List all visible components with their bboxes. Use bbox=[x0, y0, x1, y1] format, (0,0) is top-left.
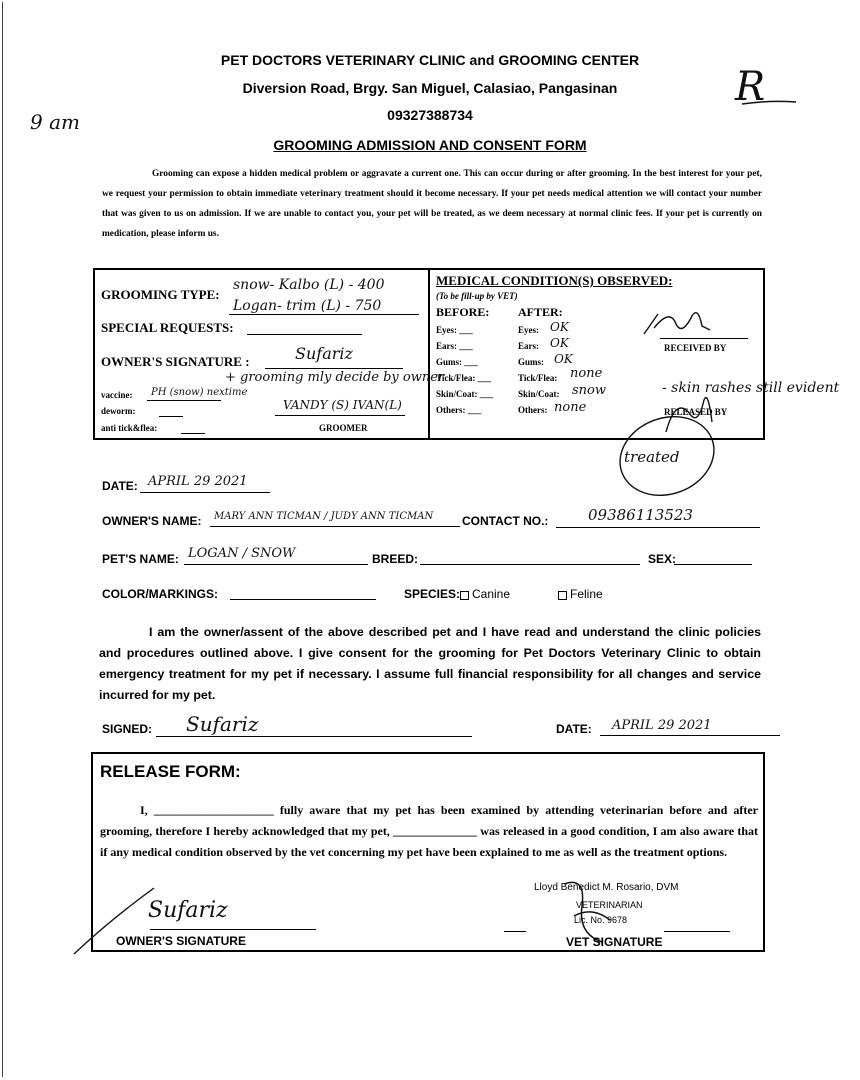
sex-label: SEX: bbox=[648, 552, 677, 566]
grooming-type-line1: snow- Kalbo (L) - 400 bbox=[233, 277, 385, 293]
before-others: Others: ___ bbox=[436, 405, 482, 415]
release-paragraph bbox=[100, 800, 758, 863]
after-gums-value: OK bbox=[554, 352, 573, 366]
before-tick-flea: Tick/Flea: ___ bbox=[436, 373, 492, 383]
owner-name-value: MARY ANN TICMAN / JUDY ANN TICMAN bbox=[214, 511, 434, 522]
color-label: COLOR/MARKINGS: bbox=[102, 587, 218, 601]
owner-signature-line[interactable] bbox=[265, 368, 403, 369]
signed-date-value: APRIL 29 2021 bbox=[612, 718, 712, 733]
medical-subtitle: (To be fill-up by VET) bbox=[436, 291, 518, 301]
margin-time-note: 9 am bbox=[30, 110, 80, 134]
date-label: DATE: bbox=[102, 479, 138, 493]
owner-signature-value: Sufariz bbox=[295, 344, 353, 363]
owner-signature-label: OWNER'S SIGNATURE : bbox=[101, 354, 250, 369]
release-title: RELEASE FORM: bbox=[100, 762, 241, 781]
signed-date-line[interactable] bbox=[600, 735, 780, 736]
anti-tick-label: anti tick&flea: bbox=[101, 423, 158, 433]
breed-line[interactable] bbox=[420, 564, 640, 565]
vet-name: Lloyd Benedict M. Rosario, DVM bbox=[534, 882, 679, 893]
release-text: I, ____________________ fully aware that my pet has been examined by attending veterinarian before and after grooming, therefore I hereby acknowledged that my pet, ______________ was released in a good condition, I am also aware that if any medical condition observed by the vet concerning my pet have been explained to me as well as the treatment options. bbox=[100, 803, 758, 859]
after-gums-label: Gums: bbox=[518, 357, 545, 367]
groomer-value: VANDY (S) IVAN(L) bbox=[283, 398, 402, 412]
pet-name-line[interactable] bbox=[184, 564, 368, 565]
canine-label: Canine bbox=[472, 587, 511, 601]
before-label: BEFORE: bbox=[436, 305, 490, 319]
vaccine-line[interactable] bbox=[147, 400, 221, 401]
signed-value: Sufariz bbox=[186, 712, 259, 736]
medical-title: MEDICAL CONDITION(S) OBSERVED: bbox=[436, 273, 673, 288]
after-others-value: none bbox=[554, 400, 587, 415]
intro-text: Grooming can expose a hidden medical problem or aggravate a current one. This can occur during or after grooming. In the best interest for your pet, we request your permission to obtain immediate veterinary treatment should it become necessary. If your pet needs medical attention we will contact your number that was given to us on admission. If we are unable to contact you, your pet will be treated, as we deem necessary at normal clinic fees. If your pet is currently on medication, please inform us. bbox=[102, 169, 762, 239]
groomer-line[interactable] bbox=[275, 415, 405, 416]
vet-sig-line-right bbox=[664, 931, 730, 932]
consent-paragraph bbox=[99, 622, 761, 706]
released-by-label: RELEASED BY bbox=[664, 407, 728, 417]
clinic-phone: 09327388734 bbox=[387, 107, 473, 123]
consent-text: I am the owner/assent of the above described pet and I have read and understand the clinic policies and procedures outlined above. I give consent for the grooming for Pet Doctors Veterinary Clinic to obtain emergency treatment for my pet if necessary. I assume full financial responsibility for all changes and service incurred for my pet. bbox=[99, 625, 761, 702]
before-eyes: Eyes: ___ bbox=[436, 325, 473, 335]
signed-date-label: DATE: bbox=[556, 722, 592, 736]
owner-signature-stroke bbox=[70, 880, 160, 960]
species-label: SPECIES: bbox=[404, 587, 461, 601]
vet-signature-label: VET SIGNATURE bbox=[566, 935, 663, 949]
after-ears-label: Ears: bbox=[518, 341, 539, 351]
owner-release-signature: Sufariz bbox=[148, 898, 228, 923]
received-signature bbox=[640, 306, 730, 340]
signed-line[interactable] bbox=[156, 736, 472, 737]
after-eyes-label: Eyes: bbox=[518, 325, 539, 335]
treated-note: treated bbox=[624, 448, 680, 466]
color-line[interactable] bbox=[230, 599, 376, 600]
breed-label: BREED: bbox=[372, 552, 419, 566]
vaccine-label: vaccine: bbox=[101, 390, 133, 400]
signed-label: SIGNED: bbox=[102, 722, 153, 736]
before-gums: Gums: ___ bbox=[436, 357, 478, 367]
vet-title: VETERINARIAN bbox=[576, 900, 643, 910]
after-eyes-value: OK bbox=[550, 320, 569, 334]
grooming-type-line bbox=[229, 314, 419, 315]
after-label: AFTER: bbox=[518, 305, 563, 319]
deworm-label: deworm: bbox=[101, 406, 136, 416]
after-others-label: Others: bbox=[518, 405, 548, 415]
canine-checkbox[interactable] bbox=[460, 591, 469, 600]
owner-name-label: OWNER'S NAME: bbox=[102, 514, 202, 528]
feline-label: Feline bbox=[570, 587, 603, 601]
clinic-name: PET DOCTORS VETERINARY CLINIC and GROOMING CENTER bbox=[220, 52, 640, 68]
intro-paragraph bbox=[102, 164, 762, 244]
contact-label: CONTACT NO.: bbox=[462, 514, 549, 528]
feline-checkbox[interactable] bbox=[558, 591, 567, 600]
special-requests-label: SPECIAL REQUESTS: bbox=[101, 320, 234, 335]
clinic-address: Diversion Road, Brgy. San Miguel, Calasiao, Pangasinan bbox=[242, 80, 618, 96]
date-value: APRIL 29 2021 bbox=[148, 474, 248, 489]
vaccine-value: PH (snow) nextime bbox=[151, 387, 248, 398]
contact-line[interactable] bbox=[556, 527, 760, 528]
grooming-box bbox=[93, 268, 445, 440]
margin-initial-note: R bbox=[735, 64, 766, 110]
anti-tick-line[interactable] bbox=[181, 433, 205, 434]
received-by-label: RECEIVED BY bbox=[664, 343, 727, 353]
grooming-type-label: GROOMING TYPE: bbox=[101, 287, 220, 302]
before-skin-coat: Skin/Coat: ___ bbox=[436, 389, 494, 399]
after-ears-value: OK bbox=[550, 336, 569, 350]
before-ears: Ears: ___ bbox=[436, 341, 473, 351]
skin-note: - skin rashes still evident bbox=[662, 380, 840, 396]
form-title: GROOMING ADMISSION AND CONSENT FORM bbox=[273, 137, 587, 153]
date-line[interactable] bbox=[140, 492, 270, 493]
owner-signature-release-label: OWNER'S SIGNATURE bbox=[116, 934, 246, 948]
pet-name-value: LOGAN / SNOW bbox=[188, 546, 296, 561]
grooming-note: + grooming mly decide by owner bbox=[225, 370, 445, 385]
deworm-line[interactable] bbox=[159, 416, 183, 417]
owner-name-line[interactable] bbox=[210, 526, 460, 527]
after-tick-flea-label: Tick/Flea: bbox=[518, 373, 558, 383]
vet-sig-line-left bbox=[504, 931, 526, 932]
vet-license: Lic. No. 9678 bbox=[574, 915, 628, 925]
after-tick-flea-value: none bbox=[570, 366, 603, 381]
grooming-type-line2: Logan- trim (L) - 750 bbox=[233, 298, 382, 314]
after-skin-coat-label: Skin/Coat: bbox=[518, 389, 560, 399]
pet-name-label: PET'S NAME: bbox=[102, 552, 179, 566]
sex-line[interactable] bbox=[674, 564, 752, 565]
groomer-label: GROOMER bbox=[319, 423, 368, 433]
after-skin-coat-value: snow bbox=[572, 383, 606, 398]
owner-sig-line[interactable] bbox=[150, 929, 316, 930]
special-requests-line[interactable] bbox=[247, 334, 362, 335]
contact-value: 09386113523 bbox=[588, 506, 693, 524]
